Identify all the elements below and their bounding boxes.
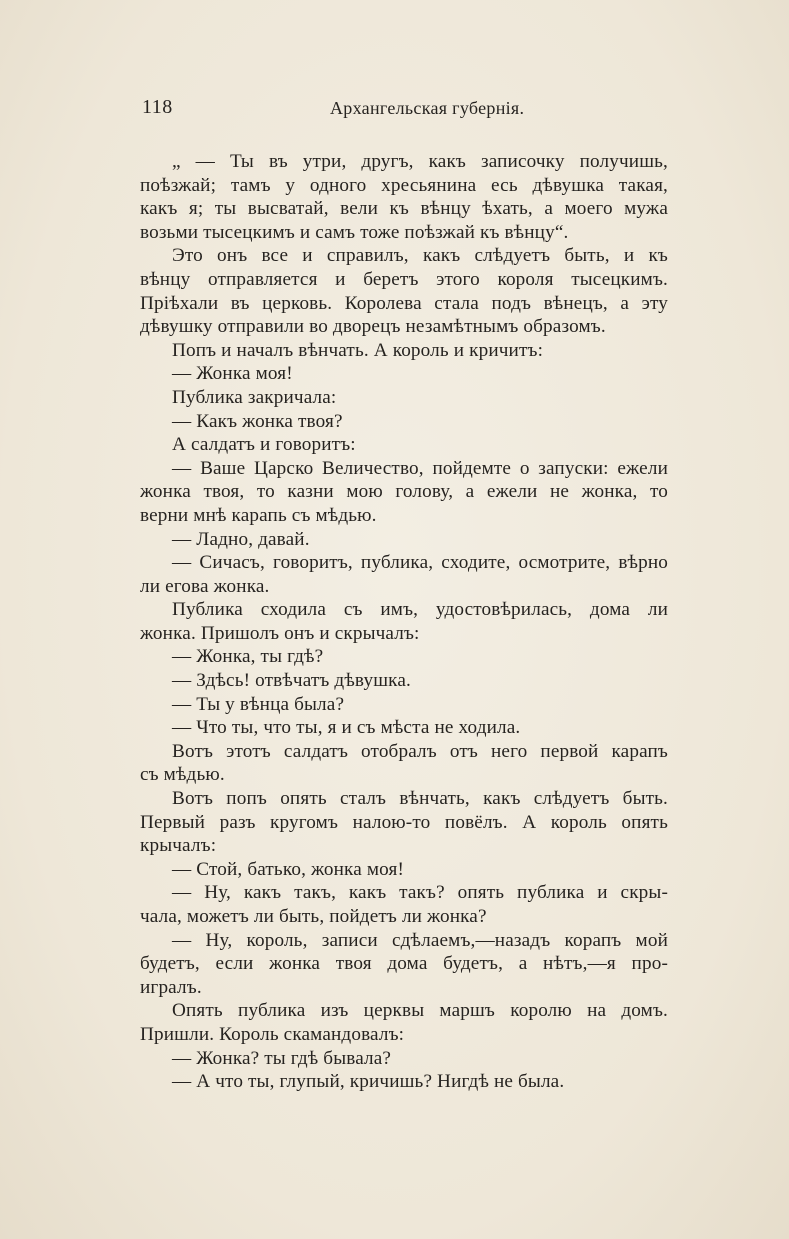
text-line: — Здѣсь! отвѣчатъ дѣвушка. [172,670,411,692]
text-line: — Ты у вѣнца была? [172,693,345,715]
text-line: Опять публика изъ церквы маршъ королю на домъ. [172,1000,668,1022]
text-line: — Жонка моя! [172,363,293,385]
text-line: — Что ты, что ты, я и съ мѣста не ходила. [172,717,521,739]
text-line: — Стой, батько, жонка моя! [172,858,405,880]
page-header [140,96,665,126]
text-line: ли егова жонка. [140,575,270,597]
text-line: верни мнѣ карапь съ мѣдью. [140,504,377,526]
text-line: игралъ. [140,976,202,998]
text-line: Пришли. Король скамандовалъ: [140,1023,405,1045]
text-line: — Какъ жонка твоя? [172,410,343,432]
text-line: будетъ, если жонка твоя дома будетъ, а нѣтъ,—я про- [140,953,668,975]
text-line: Вотъ этотъ салдатъ отобралъ отъ него первой карапъ [172,740,668,762]
text-line: съ мѣдью. [140,764,225,786]
text-line: „ — Ты въ утри, другъ, какъ записочку получишь, [172,151,668,172]
text-line: Пріѣхали въ церковь. Королева стала подъ вѣнецъ, а эту [140,292,668,314]
running-title: Архангельская губернія. [330,98,525,118]
text-line: чала, можетъ ли быть, пойдетъ ли жонка? [140,906,487,927]
text-line: — Ваше Царско Величество, пойдемте о запуски: ежели [172,457,668,479]
text-line: Публика закричала: [172,386,337,408]
text-line: Попъ и началъ вѣнчать. А король и кричитъ: [172,339,544,361]
text-line: Вотъ попъ опять сталъ вѣнчать, какъ слѣдуетъ быть. [172,788,668,810]
text-line: крычалъ: [140,835,217,857]
text-line: жонка твоя, то казни мою голову, а ежели не жонка, то [140,481,668,503]
body-text [140,150,668,1094]
text-line: — Сичасъ, говоритъ, публика, сходите, осмотрите, вѣрно [172,552,668,574]
text-line: — Ладно, давай. [172,528,310,550]
text-line: Это онъ все и справилъ, какъ слѣдуетъ быть, и къ [172,245,668,267]
text-line: — Жонка, ты гдѣ? [172,646,324,668]
page-number: 118 [142,96,173,118]
text-line: поѣзжай; тамъ у одного хресьянина есь дѣвушка такая, [140,174,668,196]
text-line: вѣнцу отправляется и беретъ этого короля тысецкимъ. [140,268,668,290]
text-line: какъ я; ты высватай, вели къ вѣнцу ѣхать, а моего мужа [140,198,668,220]
text-line: — А что ты, глупый, кричишь? Нигдѣ не была. [172,1071,565,1093]
text-line: — Ну, какъ такъ, какъ такъ? опять публика и скры- [172,882,668,904]
text-line: Первый разъ кругомъ налою-то повёлъ. А король опять [140,811,668,833]
text-line: возьми тысецкимъ и самъ тоже поѣзжай къ вѣнцу“. [140,221,569,243]
text-line: Публика сходила съ имъ, удостовѣрилась, дома ли [172,599,668,621]
text-line: — Ну, король, записи сдѣлаемъ,—назадъ корапъ мой [172,929,668,951]
text-line: дѣвушку отправили во дворецъ незамѣтнымъ образомъ. [140,316,606,338]
text-line: А салдатъ и говоритъ: [172,434,356,456]
text-line: — Жонка? ты гдѣ бывала? [172,1047,392,1069]
text-line: жонка. Пришолъ онъ и скрычалъ: [140,622,420,644]
